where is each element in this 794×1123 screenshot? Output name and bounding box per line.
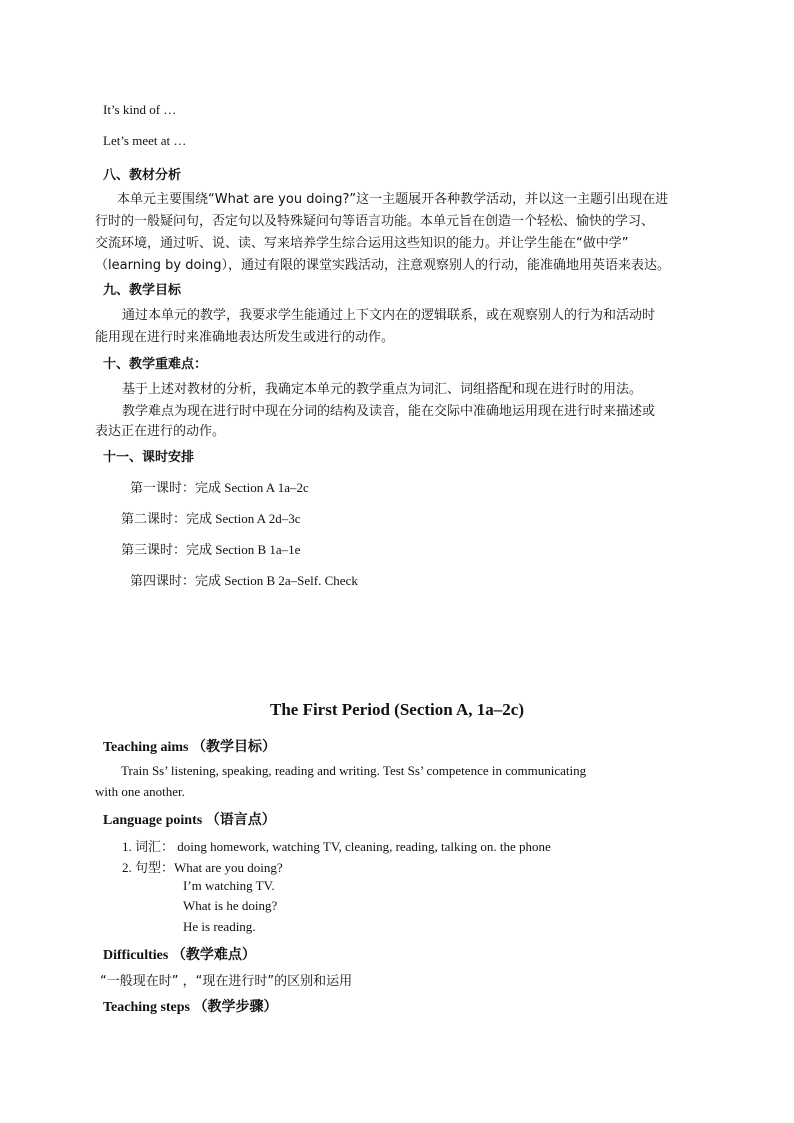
schedule-item: 第二课时：完成 Section A 2d–3c <box>121 511 301 526</box>
text-line: Let’s meet at … <box>103 133 187 148</box>
schedule-item: 第四课时：完成 Section B 2a–Self. Check <box>130 573 358 588</box>
period-title: The First Period (Section A, 1a–2c) <box>269 700 524 719</box>
section-heading: 十一、课时安排 <box>103 450 195 465</box>
text-line: What is he doing? <box>183 898 278 913</box>
section-heading: 九、教学目标 <box>103 283 182 298</box>
text-line: I’m watching TV. <box>183 878 275 893</box>
text-line: “一般现在时” ，“现在进行时”的区别和运用 <box>100 974 353 989</box>
text-line: 交流环境，通过听、说、读、写来培养学生综合运用这些知识的能力。并让学生能在“做中学” <box>95 236 629 251</box>
subheading: Teaching steps （教学步骤） <box>103 1000 278 1015</box>
text-line: 教学难点为现在进行时中现在分词的结构及读音，能在交际中准确地运用现在进行时来描述或 <box>122 404 656 419</box>
text-line: 本单元主要围绕“What are you doing?”这一主题展开各种教学活动，并以这一主题引出现在进 <box>117 192 669 207</box>
text-line: 基于上述对教材的分析，我确定本单元的教学重点为词汇、词组搭配和现在进行时的用法。 <box>122 382 643 397</box>
text-line: （learning by doing），通过有限的课堂实践活动，注意观察别人的行动，能准确地用英语来表达。 <box>95 258 671 273</box>
list-item: 2. 句型：What are you doing? <box>122 860 283 875</box>
text-line: with one another. <box>95 784 185 799</box>
text-line: 表达正在进行的动作。 <box>95 424 226 439</box>
subheading: Language points （语言点） <box>103 813 276 828</box>
subheading: Teaching aims （教学目标） <box>103 740 276 755</box>
text-line: 通过本单元的教学，我要求学生能通过上下文内在的逻辑联系，或在观察别人的行为和活动时 <box>122 308 656 323</box>
section-heading: 八、教材分析 <box>103 168 182 183</box>
schedule-item: 第三课时：完成 Section B 1a–1e <box>121 542 301 557</box>
list-item: 1. 词汇： doing homework, watching TV, cleaning, reading, talking on. the phone <box>122 839 551 854</box>
text-line: Train Ss’ listening, speaking, reading and writing. Test Ss’ competence in communicating <box>121 763 587 778</box>
text-line: 能用现在进行时来准确地表达所发生或进行的动作。 <box>95 330 395 345</box>
text-line: 行时的一般疑问句，否定句以及特殊疑问句等语言功能。本单元旨在创造一个轻松、愉快的学习、 <box>95 214 655 229</box>
subheading: Difficulties （教学难点） <box>103 948 256 963</box>
section-heading: 十、教学重难点： <box>103 357 208 372</box>
schedule-item: 第一课时：完成 Section A 1a–2c <box>130 480 309 495</box>
text-line: He is reading. <box>183 919 256 934</box>
text-line: It’s kind of … <box>103 102 177 117</box>
